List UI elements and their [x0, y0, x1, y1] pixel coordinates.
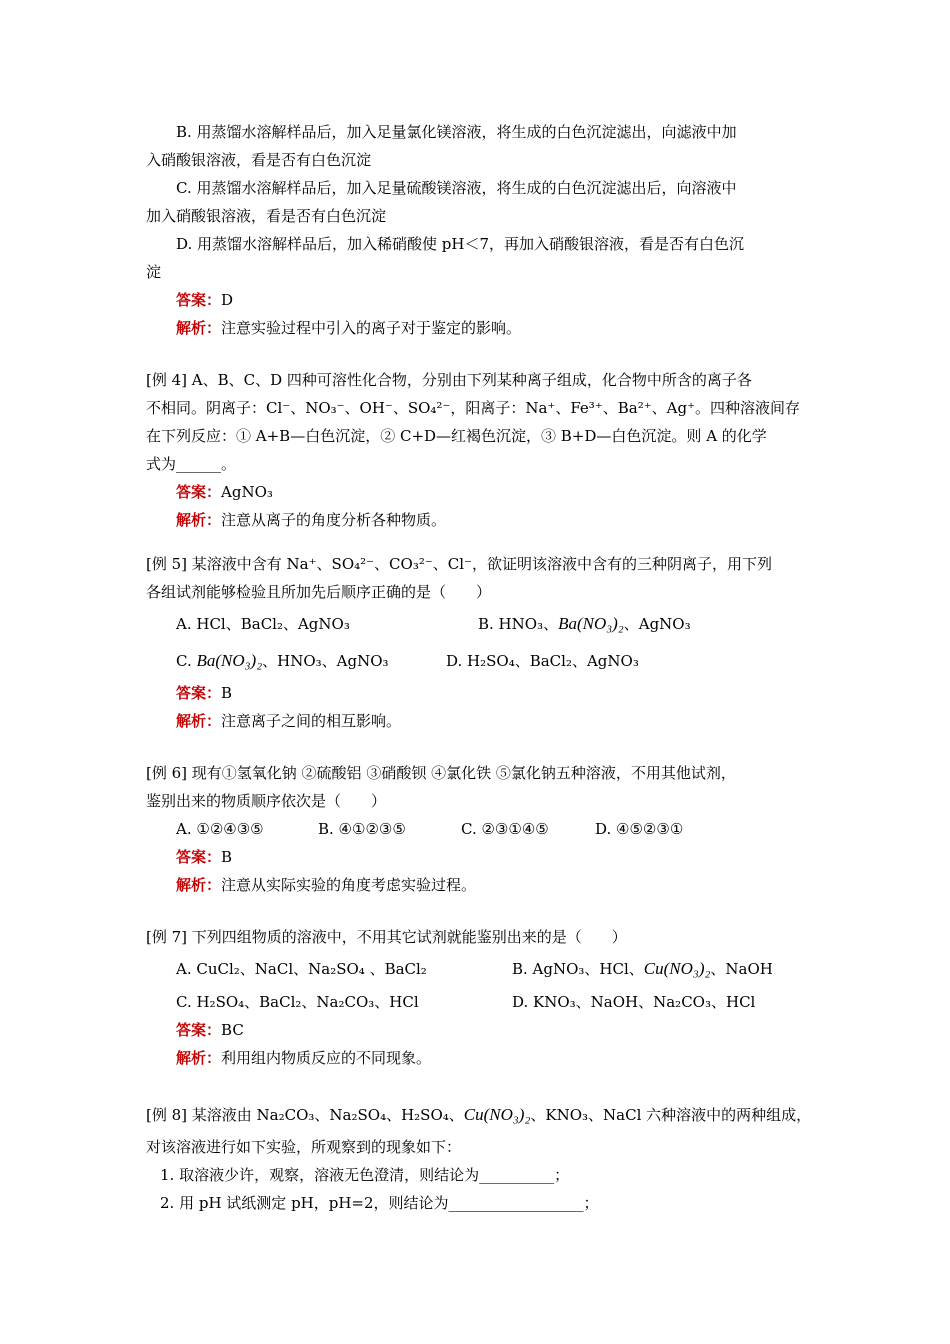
- ex3-option-d-line2: 淀: [146, 263, 162, 281]
- ex5-answer: [176, 683, 232, 703]
- ex5-question-line1: [例 5] 某溶液中含有 Na⁺、SO₄²⁻、CO₃²⁻、Cl⁻，欲证明该溶液中含有的三种阴离子，用下列: [146, 555, 772, 573]
- ex6-question-line2: 鉴别出来的物质顺序依次是（ ）: [146, 792, 387, 810]
- ex3-analysis: [176, 318, 521, 338]
- ex3-option-c-line1: C. 用蒸馏水溶解样品后，加入足量硫酸镁溶液，将生成的白色沉淀滤出后，向溶液中: [176, 179, 737, 197]
- question-text: [例 8] 某溶液由 Na₂CO₃、Na₂SO₄、H₂SO₄、: [146, 1106, 464, 1124]
- answer-value: B: [221, 684, 233, 702]
- answer-label: 答案：: [176, 1021, 222, 1039]
- answer-value: B: [221, 848, 233, 866]
- ex4-question-line4: 式为______。: [146, 455, 237, 473]
- ex8-item-1: 1. 取溶液少许，观察，溶液无色澄清，则结论为__________；: [160, 1166, 570, 1184]
- ex6-option-c: C. ②③①④⑤: [461, 820, 549, 838]
- ex3-option-c-line2: 加入硝酸银溶液，看是否有白色沉淀: [146, 207, 387, 225]
- ex7-option-c: C. H₂SO₄、BaCl₂、Na₂CO₃、HCl: [176, 993, 419, 1011]
- answer-value: AgNO₃: [221, 483, 273, 501]
- option-text: C.: [176, 652, 197, 670]
- analysis-text: 注意从离子的角度分析各种物质。: [221, 511, 447, 529]
- analysis-label: 解析：: [176, 876, 222, 894]
- answer-value: BC: [221, 1021, 244, 1039]
- ex8-question-line1: [146, 1105, 811, 1125]
- formula: Cu(NO₃)₂: [463, 1105, 531, 1124]
- ex6-option-d: D. ④⑤②③①: [595, 820, 684, 838]
- formula: Cu(NO₃)₂: [643, 959, 711, 978]
- ex7-option-b: [512, 959, 773, 979]
- question-text: 、KNO₃、NaCl 六种溶液中的两种组成，: [530, 1106, 812, 1124]
- ex5-option-d: D. H₂SO₄、BaCl₂、AgNO₃: [446, 652, 639, 670]
- ex7-answer: [176, 1020, 244, 1040]
- analysis-text: 注意实验过程中引入的离子对于鉴定的影响。: [221, 319, 522, 337]
- ex3-option-b-line2: 入硝酸银溶液，看是否有白色沉淀: [146, 151, 372, 169]
- ex7-option-d: D. KNO₃、NaOH、Na₂CO₃、HCl: [512, 993, 756, 1011]
- option-text: 、AgNO₃: [623, 615, 691, 633]
- answer-label: 答案：: [176, 684, 222, 702]
- ex3-option-d-line1: D. 用蒸馏水溶解样品后，加入稀硝酸使 pH＜7，再加入硝酸银溶液，看是否有白色沉: [176, 235, 745, 253]
- analysis-label: 解析：: [176, 712, 222, 730]
- analysis-text: 注意从实际实验的角度考虑实验过程。: [221, 876, 477, 894]
- answer-label: 答案：: [176, 483, 222, 501]
- ex3-option-b-line1: B. 用蒸馏水溶解样品后，加入足量氯化镁溶液，将生成的白色沉淀滤出，向滤液中加: [176, 123, 737, 141]
- answer-value: D: [221, 291, 234, 309]
- option-text: 、NaOH: [710, 960, 773, 978]
- answer-label: 答案：: [176, 848, 222, 866]
- ex4-answer: [176, 482, 273, 502]
- analysis-text: 利用组内物质反应的不同现象。: [221, 1049, 432, 1067]
- option-text: B. AgNO₃、HCl、: [512, 960, 644, 978]
- ex4-question-line2: 不相同。阴离子：Cl⁻、NO₃⁻、OH⁻、SO₄²⁻，阳离子：Na⁺、Fe³⁺、Ba²⁺、Ag⁺。四种溶液间存: [146, 399, 800, 417]
- analysis-label: 解析：: [176, 319, 222, 337]
- analysis-label: 解析：: [176, 1049, 222, 1067]
- ex5-question-line2: 各组试剂能够检验且所加先后顺序正确的是（ ）: [146, 583, 492, 601]
- formula: Ba(NO₃)₂: [196, 651, 263, 670]
- ex7-question-line1: [例 7] 下列四组物质的溶液中，不用其它试剂就能鉴别出来的是（ ）: [146, 928, 627, 946]
- ex5-option-c: [176, 651, 389, 671]
- ex6-option-b: B. ④①②③⑤: [318, 820, 406, 838]
- ex7-option-a: A. CuCl₂、NaCl、Na₂SO₄ 、BaCl₂: [176, 960, 427, 978]
- ex5-option-b: [478, 614, 691, 634]
- ex8-question-line2: 对该溶液进行如下实验，所观察到的现象如下：: [146, 1138, 462, 1156]
- ex6-answer: [176, 847, 232, 867]
- answer-label: 答案：: [176, 291, 222, 309]
- ex6-question-line1: [例 6] 现有①氢氧化钠 ②硫酸铝 ③硝酸钡 ④氯化铁 ⑤氯化钠五种溶液，不用其他试剂，: [146, 764, 736, 782]
- option-text: 、HNO₃、AgNO₃: [262, 652, 389, 670]
- ex6-option-a: A. ①②④③⑤: [176, 820, 264, 838]
- ex5-analysis: [176, 711, 401, 731]
- ex7-analysis: [176, 1048, 431, 1068]
- ex3-answer: [176, 290, 233, 310]
- ex6-analysis: [176, 875, 476, 895]
- ex4-question-line1: [例 4] A、B、C、D 四种可溶性化合物，分别由下列某种离子组成，化合物中所含的离子各: [146, 371, 752, 389]
- ex5-option-a: A. HCl、BaCl₂、AgNO₃: [176, 615, 350, 633]
- analysis-text: 注意离子之间的相互影响。: [221, 712, 402, 730]
- ex4-analysis: [176, 510, 446, 530]
- ex4-question-line3: 在下列反应：① A+B—白色沉淀，② C+D—红褐色沉淀，③ B+D—白色沉淀。则 A 的化学: [146, 427, 767, 445]
- formula: Ba(NO₃)₂: [558, 614, 624, 633]
- analysis-label: 解析：: [176, 511, 222, 529]
- ex8-item-2: 2. 用 pH 试纸测定 pH，pH=2，则结论为__________________；: [160, 1194, 599, 1212]
- option-text: B. HNO₃、: [478, 615, 559, 633]
